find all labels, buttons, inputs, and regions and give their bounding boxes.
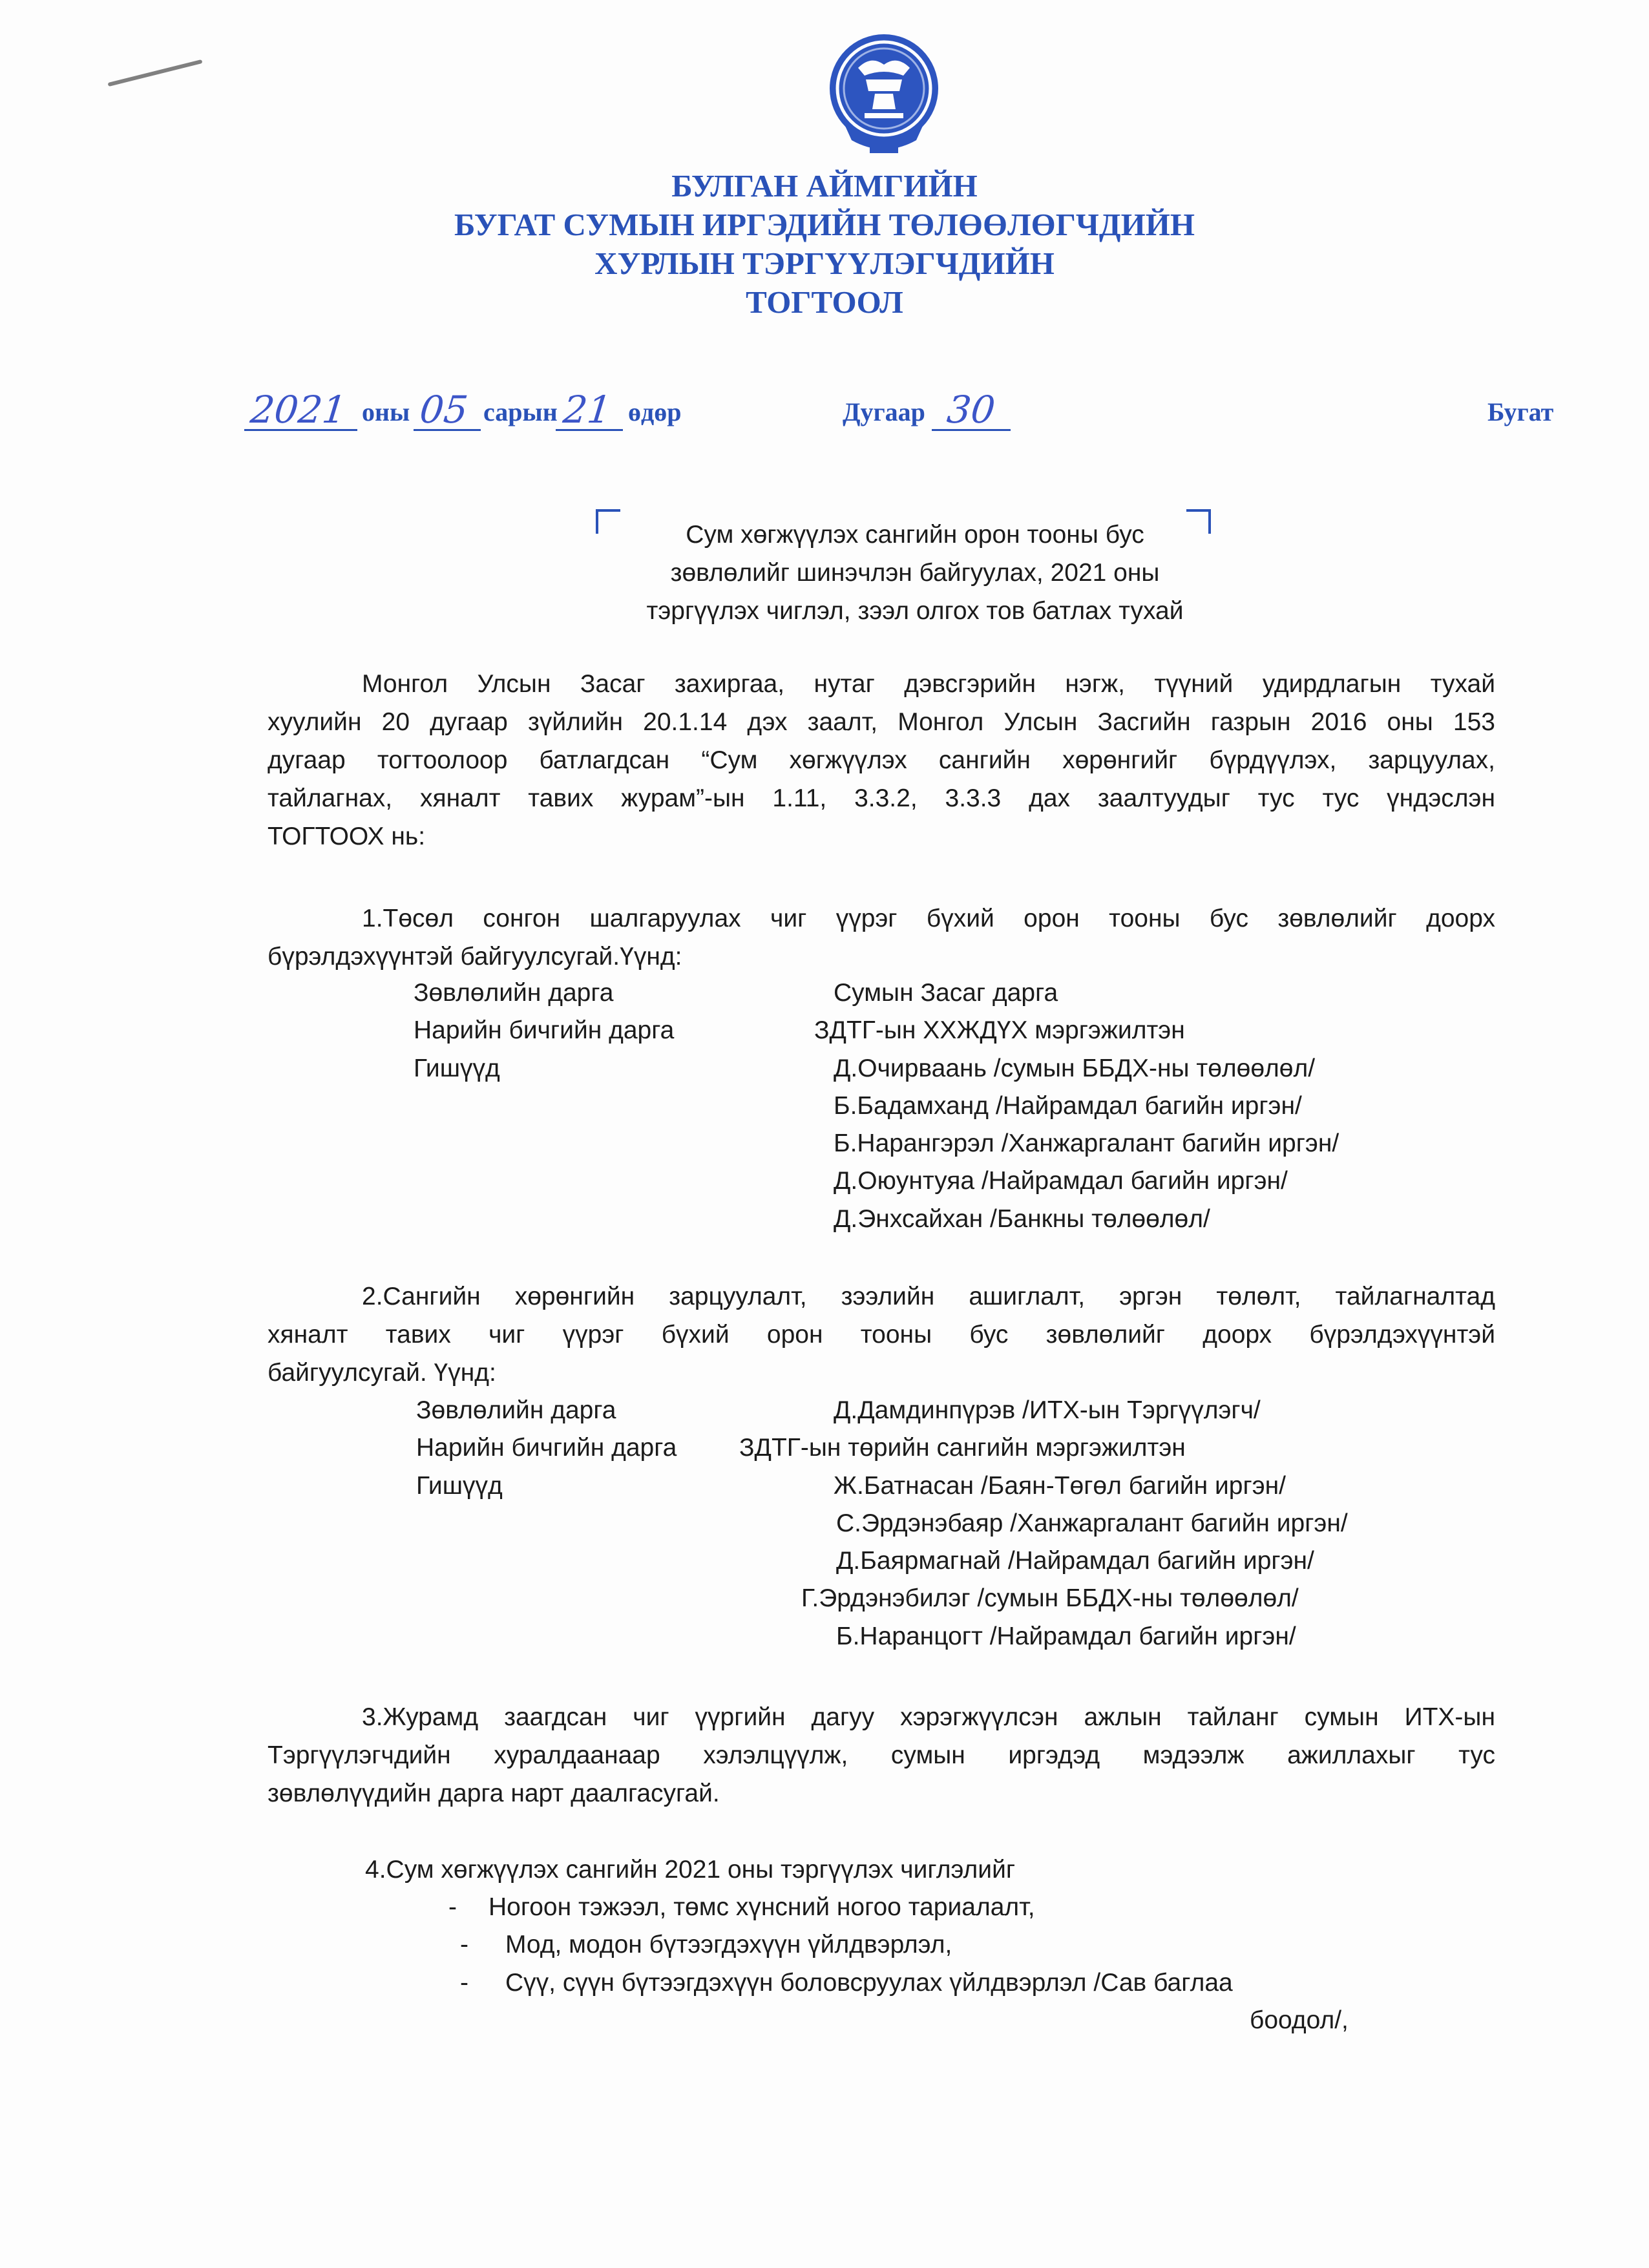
s2-chair-value: Д.Дамдинпүрэв /ИТХ-ын Тэргүүлэгч/ bbox=[834, 1396, 1261, 1424]
s2-member: Ж.Батнасан /Баян-Төгөл багийн иргэн/ bbox=[834, 1472, 1286, 1500]
section-2-paragraph bbox=[268, 1277, 1495, 1392]
s1-secretary-value: ЗДТГ-ын ХХЖДҮХ мэргэжилтэн bbox=[814, 1016, 1185, 1044]
number-handwritten: 30 bbox=[945, 388, 998, 432]
s2-secretary-label: Нарийн бичгийн дарга bbox=[416, 1434, 677, 1462]
title-line: Сум хөгжүүлэх сангийн орон тооны бус bbox=[686, 521, 1144, 549]
section-3-paragraph bbox=[268, 1698, 1495, 1812]
header-resolution: ТОГТООЛ bbox=[746, 284, 903, 320]
s1-secretary-label: Нарийн бичгийн дарга bbox=[414, 1016, 675, 1044]
s2-chair-label: Зөвлөлийн дарга bbox=[416, 1396, 616, 1424]
place-name: Бугат bbox=[1487, 397, 1554, 426]
header-soum: БУГАТ СУМЫН ИРГЭДИЙН ТӨЛӨӨЛӨГЧДИЙН bbox=[454, 207, 1195, 242]
state-emblem-icon bbox=[819, 29, 949, 158]
month-suffix: сарын bbox=[483, 397, 558, 426]
day-handwritten: 21 bbox=[561, 388, 614, 432]
s2-member: Д.Баярмагнай /Найрамдал багийн иргэн/ bbox=[836, 1547, 1314, 1575]
header-aimag: БУЛГАН АЙМГИЙН bbox=[671, 168, 978, 204]
s2-member: Г.Эрдэнэбилэг /сумын ББДХ-ны төлөөлөл/ bbox=[801, 1584, 1299, 1612]
paragraph-line: 3.Журамд заагдсан чиг үүргийн дагуу хэрэгжүүлсэн ажлын тайланг сумын ИТХ-ын bbox=[362, 1703, 1495, 1731]
resolution-header bbox=[0, 167, 1649, 322]
paragraph-line: дугаар тогтоолоор батлагдсан “Сум хөгжүүлэх сангийн хөрөнгийг бүрдүүлэх, зарцуулах, bbox=[268, 746, 1495, 774]
year-suffix: оны bbox=[362, 397, 410, 426]
s1-member: Д.Энхсайхан /Банкны төлөөлөл/ bbox=[834, 1205, 1210, 1233]
priority-item: Мод, модон бүтээгдэхүүн үйлдвэрлэл, bbox=[505, 1931, 952, 1958]
s1-member: Д.Оюунтуяа /Найрамдал багийн иргэн/ bbox=[834, 1167, 1288, 1195]
paragraph-line: зөвлөлүүдийн дарга нарт даалгасугай. bbox=[268, 1780, 720, 1807]
s1-member: Д.Очирваань /сумын ББДХ-ны төлөөлөл/ bbox=[834, 1055, 1316, 1082]
s1-chair-label: Зөвлөлийн дарга bbox=[414, 979, 614, 1007]
priority-item: Ногоон тэжээл, төмс хүнсний ногоо тариалалт, bbox=[488, 1893, 1035, 1921]
header-presidium: ХУРЛЫН ТЭРГҮҮЛЭГЧДИЙН bbox=[594, 246, 1055, 281]
s2-secretary-value: ЗДТГ-ын төрийн сангийн мэргэжилтэн bbox=[739, 1434, 1186, 1462]
day-suffix: өдөр bbox=[628, 397, 682, 426]
s2-members-label: Гишүүд bbox=[416, 1472, 503, 1500]
s1-member: Б.Нарангэрэл /Ханжаргалант багийн иргэн/ bbox=[834, 1129, 1339, 1157]
month-handwritten: 05 bbox=[417, 388, 470, 432]
s2-member: Б.Наранцогт /Найрамдал багийн иргэн/ bbox=[836, 1622, 1296, 1650]
bullet-dash: - bbox=[448, 1893, 457, 1921]
s1-chair-value: Сумын Засаг дарга bbox=[834, 979, 1058, 1007]
paragraph-line: 1.Төсөл сонгон шалгаруулах чиг үүрэг бүхий орон тооны бус зөвлөлийг доорх bbox=[362, 905, 1495, 932]
scan-pen-mark bbox=[108, 59, 203, 87]
year-handwritten: 2021 bbox=[248, 388, 349, 432]
section-4-intro: 4.Сум хөгжүүлэх сангийн 2021 оны тэргүүлэх чиглэлийг bbox=[365, 1856, 1016, 1884]
paragraph-line: тайлагнах, хяналт тавих журам”-ын 1.11, 3.3.2, 3.3.3 дах заалтуудыг тус тус үндэслэн bbox=[268, 784, 1495, 812]
paragraph-line: хуулийн 20 дугаар зүйлийн 20.1.14 дэх заалт, Монгол Улсын Засгийн газрын 2016 оны 153 bbox=[268, 708, 1495, 736]
paragraph-line: 2.Сангийн хөрөнгийн зарцуулалт, зээлийн ашиглалт, эргэн төлөлт, тайлагналтад bbox=[362, 1283, 1495, 1310]
priority-item: Сүү, сүүн бүтээгдэхүүн боловсруулах үйлдвэрлэл /Сав баглаа bbox=[505, 1969, 1233, 1997]
paragraph-line: ТОГТООХ нь: bbox=[268, 823, 426, 850]
bullet-dash: - bbox=[460, 1969, 468, 1997]
dateline bbox=[0, 388, 1649, 439]
priority-item-continuation: боодол/, bbox=[1250, 2006, 1349, 2034]
s1-member: Б.Бадамханд /Найрамдал багийн иргэн/ bbox=[834, 1092, 1302, 1120]
paragraph-line: бүрэлдэхүүнтэй байгуулсугай.Үүнд: bbox=[268, 943, 682, 971]
number-label: Дугаар bbox=[843, 397, 925, 426]
bullet-dash: - bbox=[460, 1931, 468, 1958]
paragraph-line: Монгол Улсын Засаг захиргаа, нутаг дэвсгэрийн нэгж, түүний удирдлагын тухай bbox=[362, 670, 1495, 698]
title-line: тэргүүлэх чиглэл, зээл олгох тов батлах тухай bbox=[646, 597, 1184, 625]
paragraph-line: Тэргүүлэгчдийн хуралдаанаар хэлэлцүүлж, сумын иргэдэд мэдээлж ажиллахыг тус bbox=[268, 1741, 1495, 1769]
resolution-title bbox=[501, 516, 1329, 630]
paragraph-line: байгуулсугай. Үүнд: bbox=[268, 1359, 496, 1387]
title-line: зөвлөлийг шинэчлэн байгуулах, 2021 оны bbox=[670, 559, 1160, 587]
preamble-paragraph bbox=[268, 665, 1495, 856]
section-1-paragraph bbox=[268, 899, 1495, 976]
s1-members-label: Гишүүд bbox=[414, 1055, 500, 1082]
paragraph-line: хяналт тавих чиг үүрэг бүхий орон тооны бус зөвлөлийг доорх бүрэлдэхүүнтэй bbox=[268, 1321, 1495, 1349]
s2-member: С.Эрдэнэбаяр /Ханжаргалант багийн иргэн/ bbox=[836, 1509, 1348, 1537]
